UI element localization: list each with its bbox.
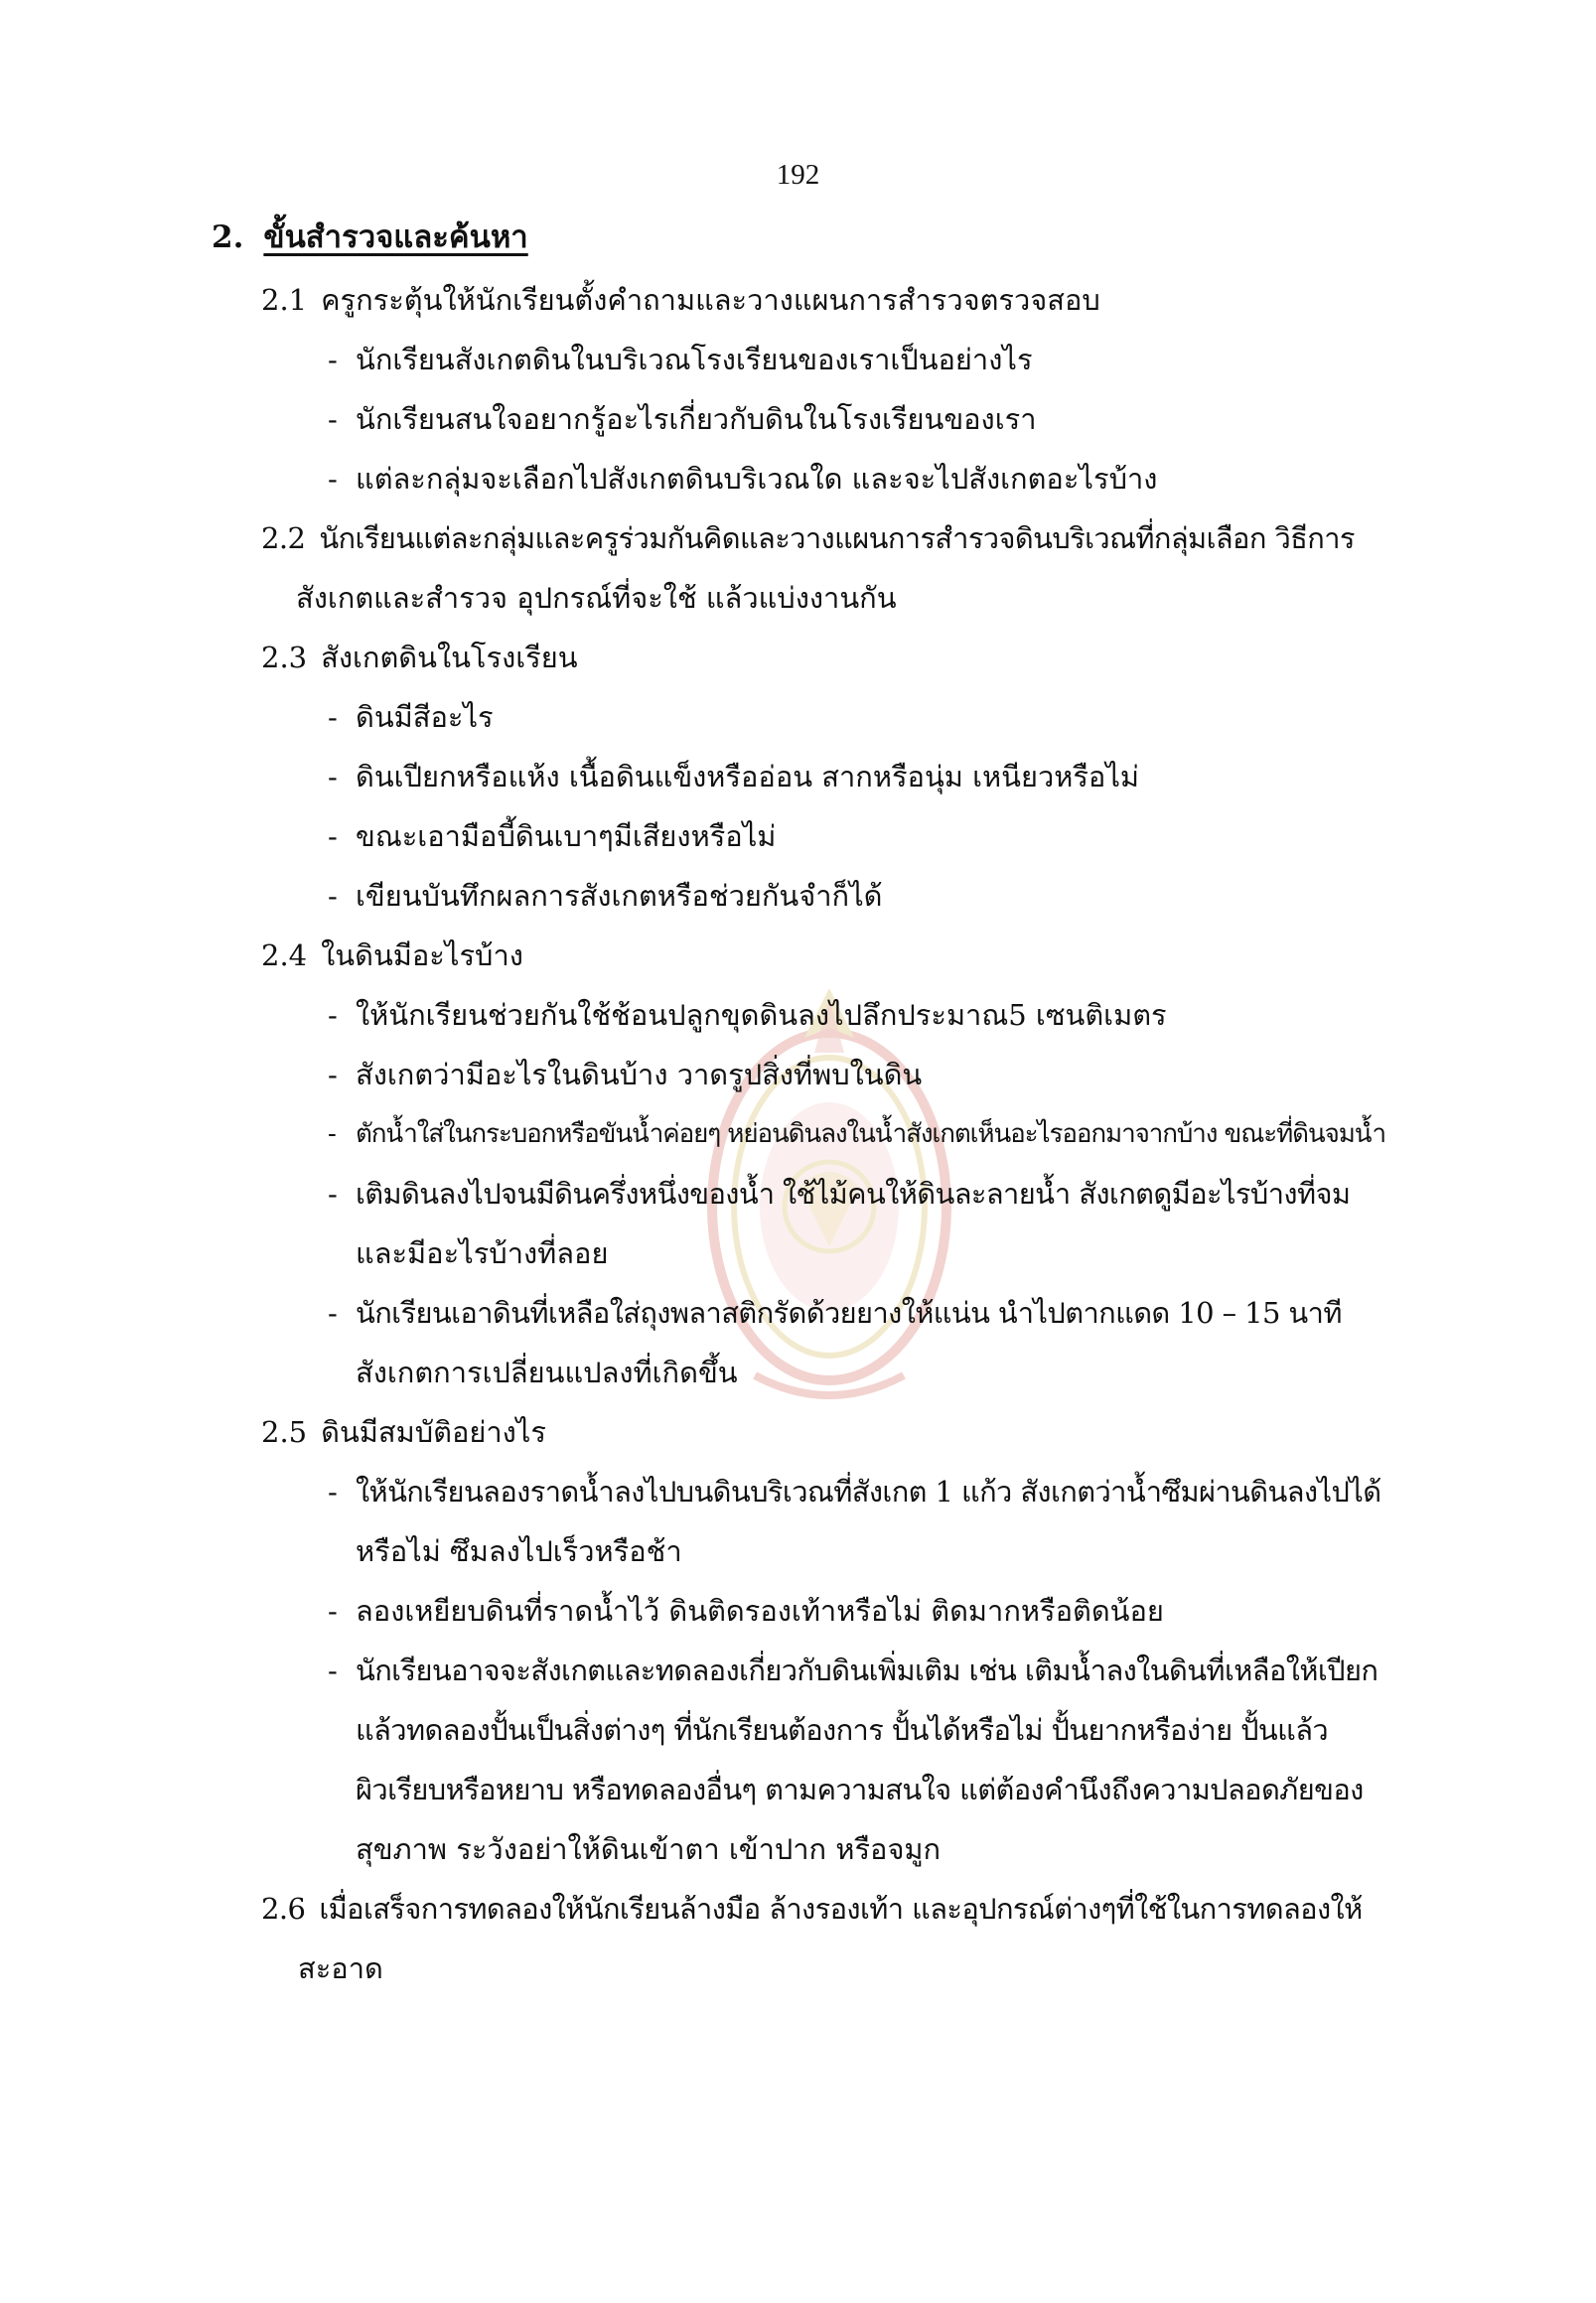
- subsection-continuation: สังเกตและสำรวจ อุปกรณ์ที่จะใช้ แล้วแบ่งงานกัน: [296, 581, 897, 615]
- list-item-continuation: ผิวเรียบหรือหยาบ หรือทดลองอื่นๆ ตามความสนใจ แต่ต้องคำนึงถึงความปลอดภัยของ: [356, 1773, 1364, 1806]
- bullet-dash: -: [328, 1594, 338, 1628]
- bullet-dash: -: [328, 462, 338, 496]
- list-item: [328, 340, 1033, 379]
- list-item: [328, 876, 883, 916]
- subsection-2-1: [261, 280, 1100, 320]
- bullet-dash: -: [328, 1058, 338, 1091]
- list-item-text: สังเกตว่ามีอะไรในดินบ้าง วาดรูปสิ่งที่พบในดิน: [356, 1058, 923, 1091]
- list-item-text: นักเรียนเอาดินที่เหลือใส่ถุงพลาสติกรัดด้วยยางให้แน่น นำไปตากแดด 10 – 15 นาที: [356, 1296, 1342, 1330]
- list-item-text: ดินมีสีอะไร: [356, 700, 494, 734]
- list-item-text: ให้นักเรียนช่วยกันใช้ช้อนปลูกขุดดินลงไปลึกประมาณ5 เซนติเมตร: [356, 998, 1167, 1032]
- list-item: [328, 697, 494, 737]
- subsection-text: ในดินมีอะไรบ้าง: [321, 938, 523, 972]
- bullet-dash: -: [328, 1177, 338, 1211]
- list-item-text: นักเรียนอาจจะสังเกตและทดลองเกี่ยวกับดินเพิ่มเติม เช่น เติมน้ำลงในดินที่เหลือให้เปียก: [356, 1654, 1378, 1687]
- list-item: [328, 1472, 1380, 1511]
- bullet-dash: -: [328, 1654, 338, 1687]
- bullet-dash: -: [328, 998, 338, 1032]
- list-item-text: ตักน้ำใส่ในกระบอกหรือขันน้ำค่อยๆ หย่อนดินลงในน้ำสังเกตเห็นอะไรออกมาจากบ้าง ขณะที่ดินจมน้ำ: [356, 1119, 1386, 1149]
- bullet-dash: -: [328, 402, 338, 436]
- list-item-text: ดินเปียกหรือแห้ง เนื้อดินแข็งหรืออ่อน สากหรือนุ่ม เหนียวหรือไม่: [356, 760, 1140, 793]
- list-item-text: ลองเหยียบดินที่ราดน้ำไว้ ดินติดรองเท้าหรือไม่ ติดมากหรือติดน้อย: [356, 1594, 1164, 1628]
- list-item-text: แต่ละกลุ่มจะเลือกไปสังเกตดินบริเวณใด และจะไปสังเกตอะไรบ้าง: [356, 462, 1158, 496]
- list-item: [328, 1055, 922, 1094]
- list-item: [328, 1293, 1342, 1333]
- subsection-text: นักเรียนแต่ละกลุ่มและครูร่วมกันคิดและวางแผนการสำรวจดินบริเวณที่กลุ่มเลือก วิธีการ: [319, 521, 1355, 555]
- list-item: [328, 995, 1167, 1035]
- bullet-dash: -: [328, 700, 338, 734]
- list-item: [328, 757, 1139, 796]
- bullet-dash: -: [328, 879, 338, 913]
- page-number: 192: [776, 159, 820, 191]
- list-item-continuation: สังเกตการเปลี่ยนแปลงที่เกิดขึ้น: [356, 1356, 738, 1389]
- bullet-dash: -: [328, 819, 338, 853]
- heading-title: ขั้นสำรวจและค้นหา: [263, 219, 528, 255]
- list-item: [328, 1174, 1350, 1214]
- subsection-number: 2.2: [261, 521, 306, 555]
- section-heading: [212, 212, 528, 261]
- subsection-2-6: [261, 1889, 1363, 1929]
- list-item-continuation: หรือไม่ ซึมลงไปเร็วหรือช้า: [356, 1534, 682, 1568]
- list-item-text: เติมดินลงไปจนมีดินครึ่งหนึ่งของน้ำ ใช้ไม้คนให้ดินละลายน้ำ สังเกตดูมีอะไรบ้างที่จม: [356, 1177, 1351, 1211]
- subsection-number: 2.3: [261, 641, 308, 674]
- bullet-dash: -: [328, 343, 338, 376]
- subsection-number: 2.1: [261, 283, 308, 317]
- subsection-text: ครูกระตุ้นให้นักเรียนตั้งคำถามและวางแผนการสำรวจตรวจสอบ: [321, 283, 1100, 317]
- subsection-text: เมื่อเสร็จการทดลองให้นักเรียนล้างมือ ล้างรองเท้า และอุปกรณ์ต่างๆที่ใช้ในการทดลองให้: [319, 1892, 1363, 1926]
- heading-number: 2.: [212, 219, 244, 255]
- list-item-continuation: และมีอะไรบ้างที่ลอย: [356, 1236, 609, 1270]
- list-item: [328, 399, 1037, 439]
- subsection-text: ดินมีสมบัติอย่างไร: [321, 1415, 546, 1449]
- bullet-dash: -: [328, 1119, 336, 1149]
- subsection-number: 2.6: [261, 1892, 306, 1926]
- list-item: [328, 459, 1157, 499]
- subsection-text: สังเกตดินในโรงเรียน: [321, 641, 578, 674]
- subsection-continuation: สะอาด: [298, 1951, 383, 1985]
- list-item-continuation: สุขภาพ ระวังอย่าให้ดินเข้าตา เข้าปาก หรือจมูก: [356, 1832, 942, 1866]
- list-item-text: นักเรียนสนใจอยากรู้อะไรเกี่ยวกับดินในโรงเรียนของเรา: [356, 402, 1037, 436]
- subsection-number: 2.4: [261, 938, 308, 972]
- list-item: [328, 1114, 1385, 1154]
- subsection-2-5: [261, 1412, 546, 1452]
- list-item: [328, 1591, 1164, 1631]
- subsection-number: 2.5: [261, 1415, 308, 1449]
- list-item-continuation: แล้วทดลองปั้นเป็นสิ่งต่างๆ ที่นักเรียนต้องการ ปั้นได้หรือไม่ ปั้นยากหรือง่าย ปั้นแล้ว: [356, 1713, 1329, 1747]
- list-item: [328, 1651, 1378, 1690]
- subsection-2-4: [261, 936, 523, 975]
- list-item-text: ให้นักเรียนลองราดน้ำลงไปบนดินบริเวณที่สังเกต 1 แก้ว สังเกตว่าน้ำซึมผ่านดินลงไปได้: [356, 1475, 1381, 1509]
- subsection-2-2: [261, 518, 1355, 558]
- bullet-dash: -: [328, 1296, 338, 1330]
- bullet-dash: -: [328, 760, 338, 793]
- list-item: [328, 816, 776, 856]
- list-item-text: ขณะเอามือบี้ดินเบาๆมีเสียงหรือไม่: [356, 819, 777, 853]
- bullet-dash: -: [328, 1475, 338, 1509]
- list-item-text: นักเรียนสังเกตดินในบริเวณโรงเรียนของเราเป็นอย่างไร: [356, 343, 1033, 376]
- list-item-text: เขียนบันทึกผลการสังเกตหรือช่วยกันจำก็ได้: [356, 879, 883, 913]
- subsection-2-3: [261, 638, 578, 677]
